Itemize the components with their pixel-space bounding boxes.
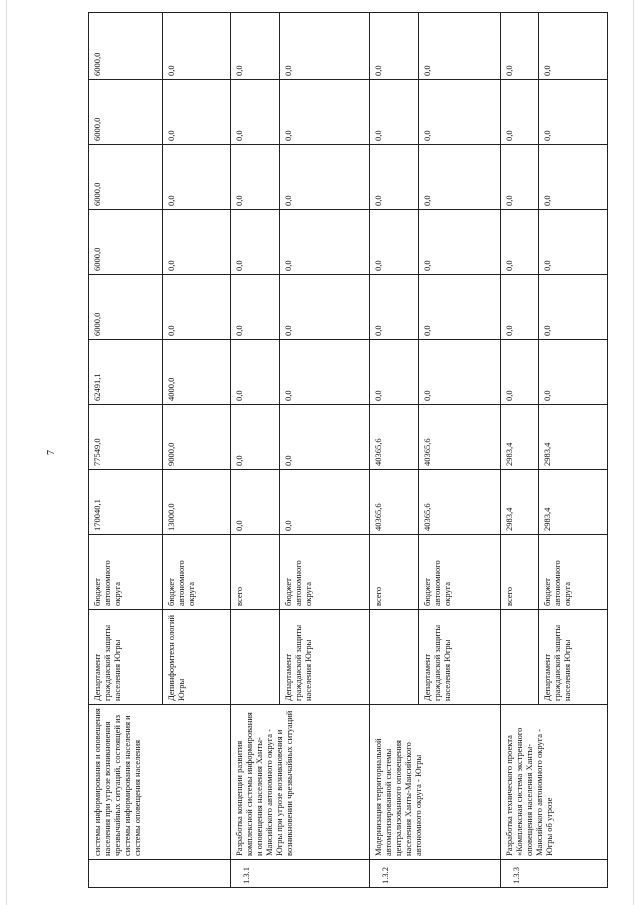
- amount-cell: 0,0: [539, 210, 608, 275]
- amount-cell: 2983,4: [500, 470, 538, 535]
- table-row: [369, 13, 418, 888]
- amount-cell: 9000,0: [163, 405, 231, 470]
- amount-cell: 0,0: [500, 210, 538, 275]
- amount-cell: 2983,4: [539, 405, 608, 470]
- amount-cell: 6000,0: [89, 13, 163, 80]
- amount-cell: 0,0: [539, 275, 608, 340]
- amount-cell: 6000,0: [89, 80, 163, 145]
- amount-cell: 40365,6: [369, 470, 418, 535]
- amount-cell: 0,0: [500, 275, 538, 340]
- amount-cell: 2983,4: [539, 470, 608, 535]
- table-row: [89, 13, 163, 888]
- amount-cell: 0,0: [539, 340, 608, 405]
- measure-name-cell: системы информирования и оповещения населения при угрозе возникновения чрезвычайных ситуаций, состоящей из системы информирования населения и системы оповещения населения: [89, 705, 231, 860]
- amount-cell: 0,0: [500, 13, 538, 80]
- amount-cell: 0,0: [539, 13, 608, 80]
- executor-cell: [500, 610, 538, 705]
- executor-cell: Департамент гражданской защиты населения Югры: [89, 610, 163, 705]
- program-funding-table: [88, 12, 608, 888]
- amount-cell: 2983,4: [500, 405, 538, 470]
- executor-cell: Департамент гражданской защиты населения Югры: [280, 610, 370, 705]
- amount-cell: 0,0: [418, 80, 500, 145]
- amount-cell: 0,0: [231, 340, 280, 405]
- amount-cell: 0,0: [418, 145, 500, 210]
- funding-source-cell: всего: [369, 535, 418, 610]
- amount-cell: 0,0: [369, 145, 418, 210]
- amount-cell: 0,0: [500, 80, 538, 145]
- measure-name-cell: Модернизация территориальной автоматизированной системы централизованного оповещения населения Ханты-Мансийского автономного округа - Югры: [369, 705, 500, 860]
- amount-cell: 0,0: [500, 145, 538, 210]
- amount-cell: 0,0: [163, 210, 231, 275]
- amount-cell: 0,0: [231, 145, 280, 210]
- executor-cell: [231, 610, 280, 705]
- funding-source-cell: бюджет автономного округа: [89, 535, 163, 610]
- amount-cell: 0,0: [539, 145, 608, 210]
- amount-cell: 0,0: [280, 145, 370, 210]
- funding-source-cell: бюджет автономного округа: [539, 535, 608, 610]
- amount-cell: 0,0: [369, 13, 418, 80]
- scan-edge-right: [633, 0, 634, 905]
- rotated-table-container: [88, 13, 608, 888]
- amount-cell: 0,0: [280, 340, 370, 405]
- executor-cell: [369, 610, 418, 705]
- amount-cell: 6000,0: [89, 145, 163, 210]
- measure-name-cell: Разработка концепции развития комплексной системы информирования и оповещения населения Ханты-Мансийского автономного округа - Югры при угрозе возникновения и возникновении чрезвычайных ситуаций: [231, 705, 370, 860]
- table-body: [89, 13, 608, 888]
- amount-cell: 0,0: [539, 80, 608, 145]
- executor-cell: Департамент гражданской защиты населения Югры: [539, 610, 608, 705]
- amount-cell: 0,0: [231, 405, 280, 470]
- amount-cell: 0,0: [418, 210, 500, 275]
- row-number-cell: [89, 860, 231, 888]
- amount-cell: 62491,1: [89, 340, 163, 405]
- amount-cell: 0,0: [280, 80, 370, 145]
- funding-source-cell: всего: [231, 535, 280, 610]
- funding-source-cell: бюджет автономного округа: [418, 535, 500, 610]
- amount-cell: 6000,0: [89, 210, 163, 275]
- funding-source-cell: бюджет автономного округа: [163, 535, 231, 610]
- amount-cell: 40365,6: [418, 405, 500, 470]
- amount-cell: 0,0: [500, 340, 538, 405]
- amount-cell: 4000,0: [163, 340, 231, 405]
- executor-cell: Депинформтехн ологий Югры: [163, 610, 231, 705]
- measure-name-cell: Разработка технического проекта «Комплексная система экстренного оповещения населения Ханты-Мансийского автономного округа - Югры об угрозе: [500, 705, 607, 860]
- amount-cell: 0,0: [163, 145, 231, 210]
- amount-cell: 0,0: [418, 13, 500, 80]
- amount-cell: 0,0: [369, 340, 418, 405]
- amount-cell: 0,0: [231, 210, 280, 275]
- amount-cell: 6000,0: [89, 275, 163, 340]
- row-number-cell: 1.3.3: [500, 860, 607, 888]
- amount-cell: 0,0: [280, 275, 370, 340]
- table-row: [231, 13, 280, 888]
- funding-source-cell: бюджет автономного округа: [280, 535, 370, 610]
- amount-cell: 0,0: [163, 80, 231, 145]
- amount-cell: 77549,0: [89, 405, 163, 470]
- amount-cell: 0,0: [369, 80, 418, 145]
- executor-cell: Департамент гражданской защиты населения Югры: [418, 610, 500, 705]
- amount-cell: 13000,0: [163, 470, 231, 535]
- funding-source-cell: всего: [500, 535, 538, 610]
- row-number-cell: 1.3.2: [369, 860, 500, 888]
- amount-cell: 0,0: [280, 470, 370, 535]
- table-row: [500, 13, 538, 888]
- amount-cell: 0,0: [280, 210, 370, 275]
- scan-edge-left: [6, 0, 7, 905]
- amount-cell: 0,0: [231, 80, 280, 145]
- amount-cell: 0,0: [418, 340, 500, 405]
- amount-cell: 0,0: [163, 275, 231, 340]
- amount-cell: 0,0: [418, 275, 500, 340]
- amount-cell: 40365,6: [418, 470, 500, 535]
- amount-cell: 0,0: [280, 405, 370, 470]
- page-number: 7: [46, 450, 57, 455]
- amount-cell: 0,0: [231, 470, 280, 535]
- amount-cell: 0,0: [369, 210, 418, 275]
- amount-cell: 0,0: [369, 275, 418, 340]
- amount-cell: 0,0: [163, 13, 231, 80]
- amount-cell: 170040,1: [89, 470, 163, 535]
- amount-cell: 40365,6: [369, 405, 418, 470]
- row-number-cell: 1.3.1: [231, 860, 370, 888]
- amount-cell: 0,0: [231, 275, 280, 340]
- amount-cell: 0,0: [280, 13, 370, 80]
- amount-cell: 0,0: [231, 13, 280, 80]
